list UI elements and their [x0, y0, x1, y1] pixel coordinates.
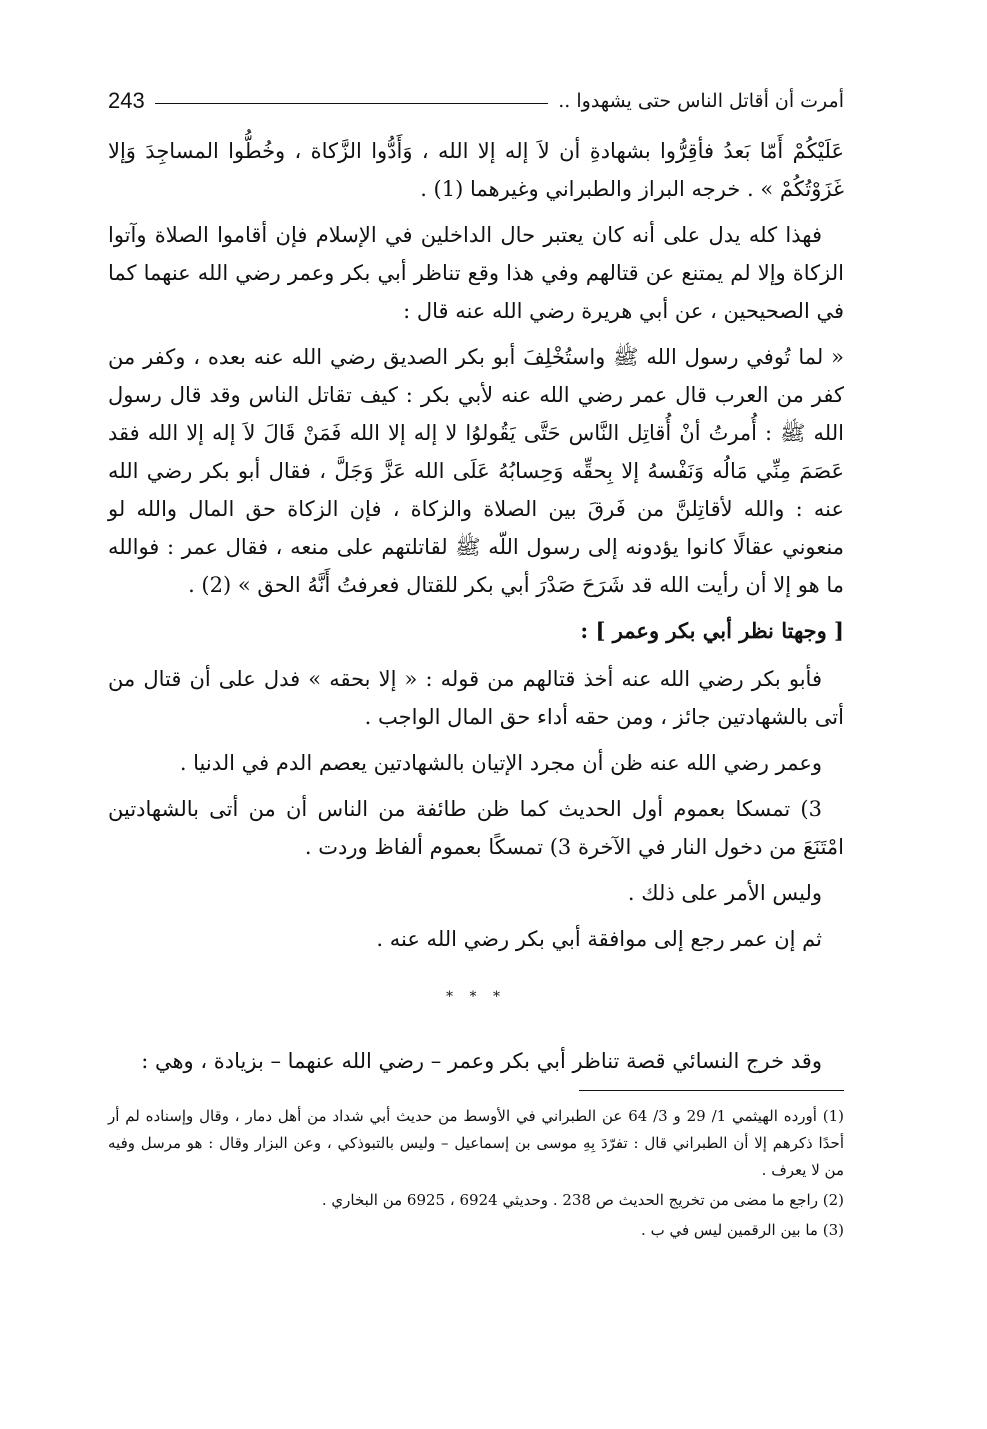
section-separator: * * * [446, 989, 506, 1005]
main-text [108, 132, 844, 1080]
running-title: أمرت أن أقاتل الناس حتى يشهدوا .. [558, 90, 844, 112]
paragraph: وقد خرج النسائي قصة تناظر أبي بكر وعمر – رضي الله عنهما – بزيادة ، وهي : [141, 1049, 822, 1073]
page-number: 243 [108, 88, 145, 113]
paragraph: ثم إن عمر رجع إلى موافقة أبي بكر رضي الله عنه . [376, 927, 822, 951]
section-heading: [ وجهتا نظر أبي بكر وعمر ] : [580, 618, 844, 643]
paragraph: وعمر رضي الله عنه ظن أن مجرد الإتيان بالشهادتين يعصم الدم في الدنيا . [179, 751, 822, 775]
paragraph-continuation: عَلَيْكُمْ أَمّا بَعدُ فأقِرُّوا بشهادةِ أن لاَ إله إلا الله ، وَأَدُّوا الزَّكاة ، وخُطُّوا المساجِدَ وَإلا غَزَوْتُكُمْ » . خرجه البراز والطبراني وغيرهما (1) . [108, 139, 844, 201]
hadith-quote: « لما تُوفي رسول الله ﷺ واستُخْلِفَ أبو بكر الصديق رضي الله عنه بعده ، وكفر من كفر من العرب قال عمر رضي الله عنه لأبي بكر : كيف تقاتل الناس وقد قال رسول الله ﷺ : أُمرتُ أنْ أُقاتِل النَّاس حَتَّى يَقُولوُا لا إله إلا الله فَمَنْ قَالَ لاَ إله إلا الله فقد عَصَمَ مِنِّي مَالُه وَنَفْسهُ إلا بِحقِّه وَحِسابُهُ عَلَى الله عَزَّ وَجَلَّ ، فقال أبو بكر رضي الله عنه : والله لأقاتِلنَّ من فَرقَ بين الصلاة والزكاة ، فإن الزكاة حق المال والله لو منعوني عقالًا كانوا يؤدونه إلى رسول اللّه ﷺ لقاتلتهم على منعه ، فقال عمر : فوالله ما هو إلا أن رأيت الله قد شَرَحَ صَدْرَ أبي بكر للقتال فعرفتُ أَنَّهُ الحق » (2) . [108, 345, 844, 597]
paragraph: 3) تمسكا بعموم أول الحديث كما ظن طائفة من الناس أن من أتى بالشهادتين امْتَنَعَ من دخول النار في الآخرة 3) تمسكًا بعموم ألفاظ وردت . [108, 797, 844, 859]
footnote: (1) أورده الهيثمي 1/ 29 و 3/ 64 عن الطبراني في الأوسط من حديث أبي شداد من أهل دمار ، وقال وإسناده لم أر أحدًا ذكرهم إلا أن الطبراني قال : تفرّدَ بِهِ موسى بن إسماعيل – وليس بالتبوذكي ، وعن البزار وقال : هو مرسل وفيه من لا يعرف . [108, 1107, 845, 1179]
footnote-rule [579, 1090, 844, 1091]
paragraph: وليس الأمر على ذلك . [627, 881, 822, 905]
paragraph: فأبو بكر رضي الله عنه أخذ قتالهم من قوله : « إلا بحقه » فدل على أن قتال من أتى بالشهادتين جائز ، ومن حقه أداء حق المال الواجب . [108, 667, 844, 729]
footnote: (3) ما بين الرقمين ليس في ب . [641, 1221, 844, 1239]
running-header [108, 84, 844, 118]
book-page [108, 84, 844, 1384]
footnote: (2) راجع ما مضى من تخريج الحديث ص 238 . وحديثي 6924 ، 6925 من البخاري . [321, 1191, 844, 1209]
paragraph: فهذا كله يدل على أنه كان يعتبر حال الداخلين في الإسلام فإن أقاموا الصلاة وآتوا الزكاة وإلا لم يمتنع عن قتالهم وفي هذا وقع تناظر أبي بكر وعمر رضي الله عنهما كما في الصحيحين ، عن أبي هريرة رضي الله عنه قال : [108, 223, 844, 323]
footnotes [108, 1103, 844, 1244]
header-rule [155, 103, 549, 104]
